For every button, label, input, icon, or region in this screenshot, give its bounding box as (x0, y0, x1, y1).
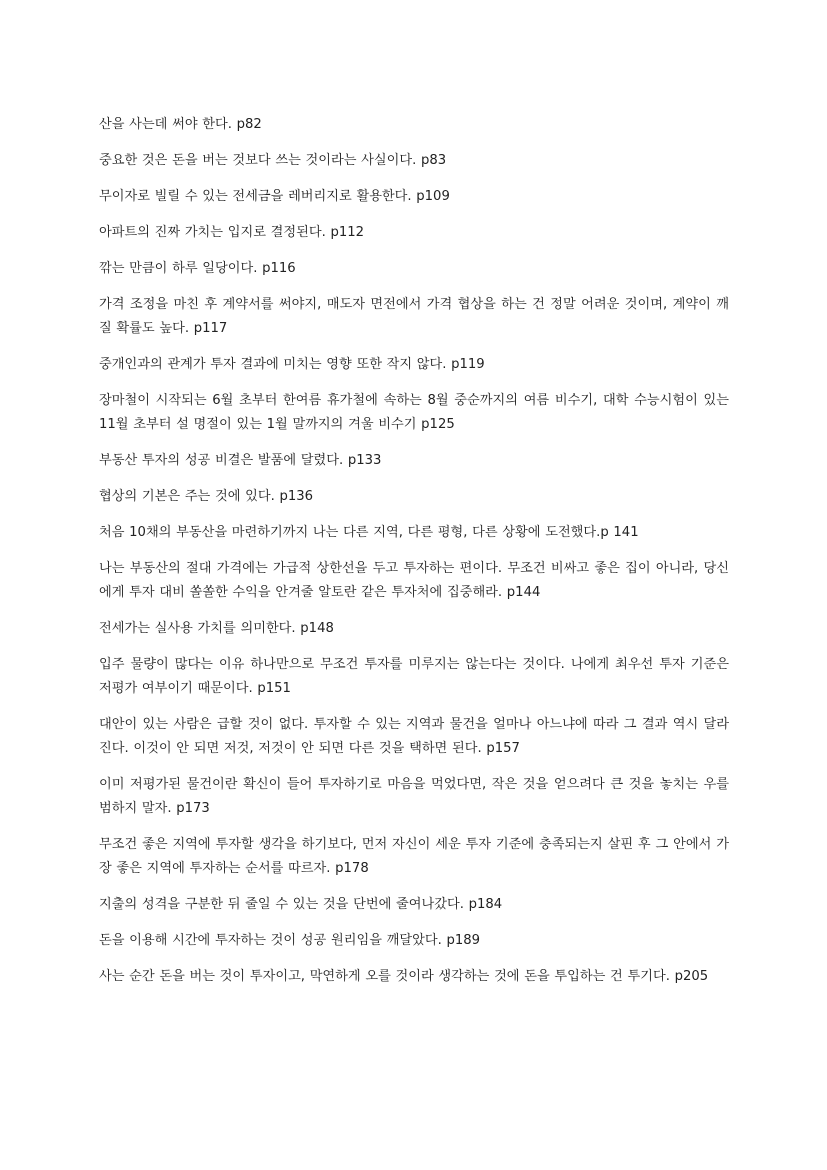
quote-paragraph: 전세가는 실사용 가치를 의미한다. p148 (99, 621, 334, 636)
quote-paragraph: 아파트의 진짜 가치는 입지로 결정된다. p112 (99, 225, 365, 240)
quote-paragraph: 사는 순간 돈을 버는 것이 투자이고, 막연하게 오를 것이라 생각하는 것에 돈을 투입하는 건 투기다. p205 (99, 969, 709, 984)
quote-paragraph: 산을 사는데 써야 한다. p82 (99, 117, 262, 132)
quote-paragraph: 대안이 있는 사람은 급할 것이 없다. 투자할 수 있는 지역과 물건을 얼마나 아느냐에 따라 그 결과 역시 달라진다. 이것이 안 되면 저것, 저것이 안 되면 다른 것을 택하면 된다. p157 (99, 717, 729, 756)
quote-paragraph: 나는 부동산의 절대 가격에는 가급적 상한선을 두고 투자하는 편이다. 무조건 비싸고 좋은 집이 아니라, 당신에게 투자 대비 쏠쏠한 수익을 안겨줄 알토란 같은 투자처에 집중해라. p144 (99, 561, 729, 600)
quote-paragraph: 돈을 이용해 시간에 투자하는 것이 성공 원리임을 깨달았다. p189 (99, 933, 481, 948)
quote-paragraph: 처음 10채의 부동산을 마련하기까지 나는 다른 지역, 다른 평형, 다른 상황에 도전했다.p 141 (99, 525, 639, 540)
quote-paragraph: 중요한 것은 돈을 버는 것보다 쓰는 것이라는 사실이다. p83 (99, 153, 447, 168)
quote-paragraph: 가격 조정을 마친 후 계약서를 써야지, 매도자 면전에서 가격 협상을 하는 건 정말 어려운 것이며, 계약이 깨질 확률도 높다. p117 (99, 297, 729, 336)
quote-paragraph: 이미 저평가된 물건이란 확신이 들어 투자하기로 마음을 먹었다면, 작은 것을 얻으려다 큰 것을 놓치는 우를 범하지 말자. p173 (99, 777, 729, 816)
quote-paragraph: 장마철이 시작되는 6월 초부터 한여름 휴가철에 속하는 8월 중순까지의 여름 비수기, 대학 수능시험이 있는 11월 초부터 설 명절이 있는 1월 말까지의 겨울 비수기 p125 (99, 393, 729, 432)
quote-paragraph: 지출의 성격을 구분한 뒤 줄일 수 있는 것을 단번에 줄여나갔다. p184 (99, 897, 503, 912)
quote-paragraph: 깎는 만큼이 하루 일당이다. p116 (99, 261, 296, 276)
quote-list (99, 113, 729, 1001)
quote-paragraph: 중개인과의 관계가 투자 결과에 미치는 영향 또한 작지 않다. p119 (99, 357, 485, 372)
quote-paragraph: 무조건 좋은 지역에 투자할 생각을 하기보다, 먼저 자신이 세운 투자 기준에 충족되는지 살핀 후 그 안에서 가장 좋은 지역에 투자하는 순서를 따르자. p178 (99, 837, 729, 876)
quote-paragraph: 입주 물량이 많다는 이유 하나만으로 무조건 투자를 미루지는 않는다는 것이다. 나에게 최우선 투자 기준은 저평가 여부이기 때문이다. p151 (99, 657, 729, 696)
quote-paragraph: 협상의 기본은 주는 것에 있다. p136 (99, 489, 314, 504)
quote-paragraph: 부동산 투자의 성공 비결은 발품에 달렸다. p133 (99, 453, 382, 468)
quote-paragraph: 무이자로 빌릴 수 있는 전세금을 레버리지로 활용한다. p109 (99, 189, 450, 204)
